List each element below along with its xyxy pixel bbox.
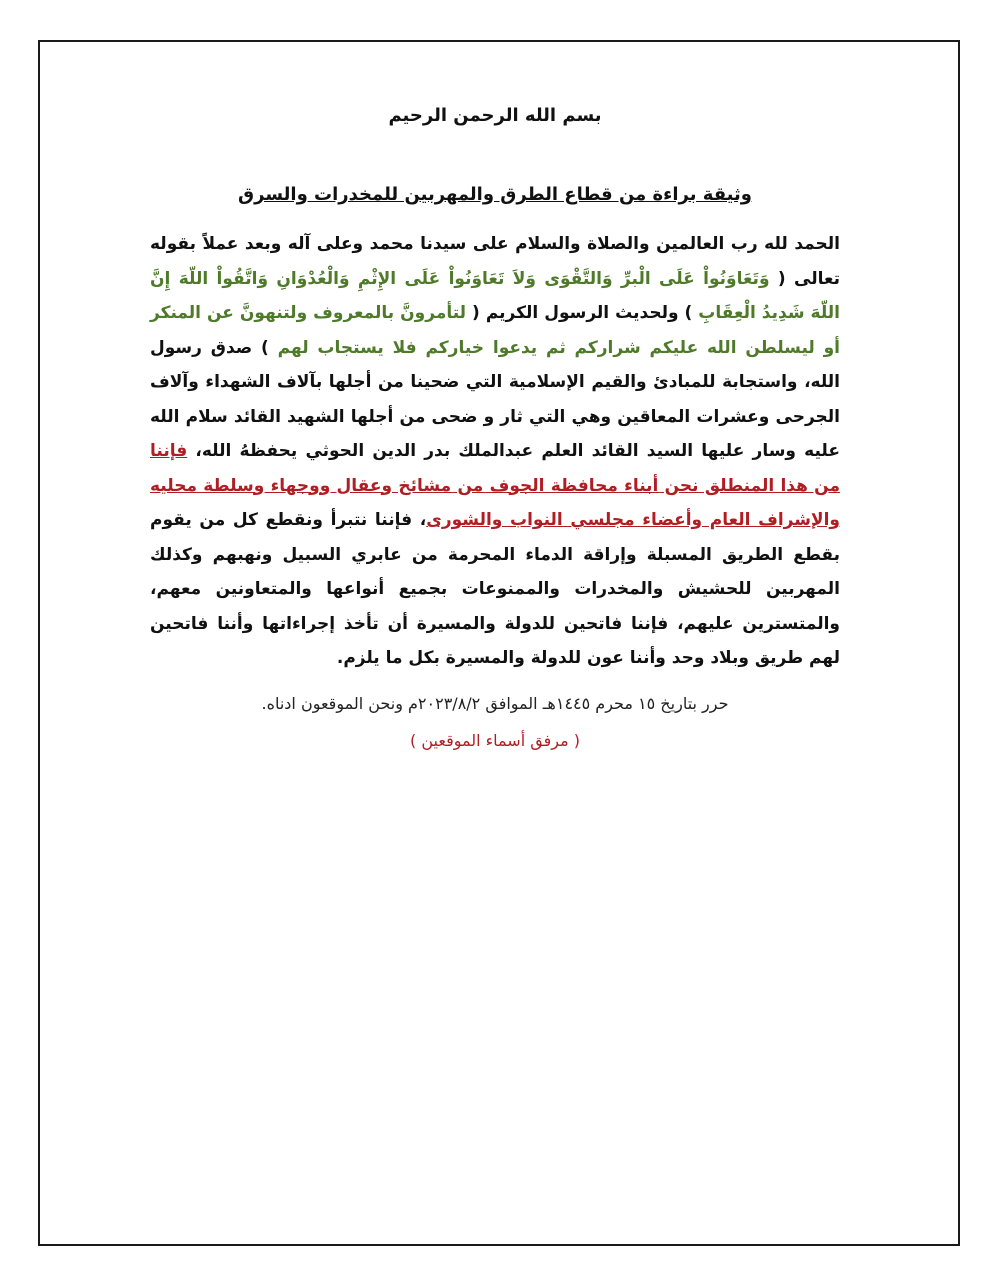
document-title: وثيقة براءة من قطاع الطرق والمهربين للمخدرات والسرق — [238, 184, 752, 205]
hadith-text: لتأمرونَّ بالمعروف ولتنهونَّ عن المنكر أو ليسلطن الله عليكم شراركم ثم يدعوا خياركم فلا يستجاب لهم — [150, 303, 840, 358]
body-opening: الحمد لله رب العالمين والصلاة والسلام على سيدنا محمد وعلى آله وبعد عملاً بقوله تعالى ( — [150, 234, 840, 289]
body-continuation: ) صدق رسول الله، واستجابة للمبادئ والقيم الإسلامية التي ضحينا من أجلها بآلاف الشهداء وآلاف الجرحى وعشرات المعاقين وهي التي ثار و ضحى من أجلها الشهيد القائد سلام الله عليه وسار عليها السيد القائد العلم عبدالملك بدر الدين الحوثي يحفظهُ الله، — [150, 337, 840, 461]
document-body — [150, 227, 840, 676]
attachment-note: ( مرفق أسماء الموقعين ) — [410, 730, 580, 750]
body-closing: ، فإننا نتبرأ ونقطع كل من يقوم بقطع الطريق المسبلة وإراقة الدماء المحرمة من عابري السبيل ونهبهم وكذلك المهربين للحشيش والمخدرات والممنوعات بجميع أنواعها والمتعاونين معهم، والمتسترين عليهم، فإننا فاتحين للدولة والمسيرة أن تأخذ إجراءاتها وأننا فاتحين لهم طريق وبلاد وحد وأننا عون للدولة والمسيرة بكل ما يلزم. — [150, 510, 840, 668]
quran-verse: وَتَعَاوَنُواْ عَلَى الْبرِّ وَالتَّقْوَى وَلاَ تَعَاوَنُواْ عَلَى الإِثْمِ وَالْعُدْوَانِ وَاتَّقُواْ اللّهَ إِنَّ اللّهَ شَدِيدُ الْعِقَابِ — [150, 268, 841, 323]
document-content — [150, 105, 840, 750]
date-line: حرر بتاريخ ١٥ محرم ١٤٤٥هـ الموافق ٢٠٢٣/٨/٢م ونحن الموقعون ادناه. — [261, 693, 729, 713]
hadith-intro: ) ولحديث الرسول الكريم ( — [466, 303, 699, 323]
declaration-text: فإننا من هذا المنطلق نحن أبناء محافظة الجوف من مشائخ وعقال ووجهاء وسلطة محليه والإشراف العام وأعضاء مجلسي النواب والشورى — [150, 441, 840, 530]
basmala: بسم الله الرحمن الرحيم — [388, 105, 602, 126]
